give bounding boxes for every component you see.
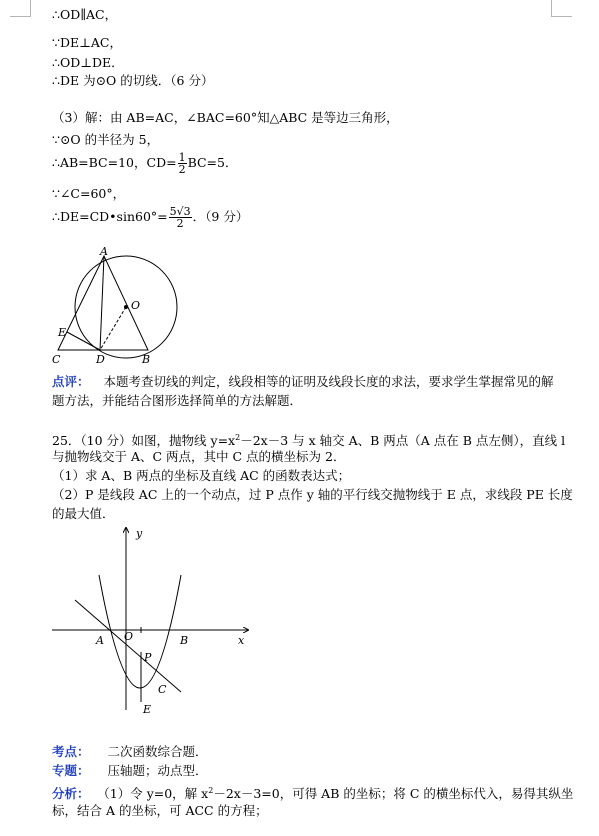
part3-line-3 bbox=[52, 152, 237, 175]
fenxi-label: 分析： bbox=[52, 786, 90, 802]
fig2-label-a: A bbox=[96, 634, 104, 647]
q25-line-2: 与抛物线交于 A、C 两点，其中 C 点的横坐标为 2． bbox=[52, 449, 346, 464]
fig2-label-x: x bbox=[238, 634, 245, 647]
kaodian-line bbox=[52, 744, 208, 760]
fig1-label-o: O bbox=[131, 299, 141, 312]
segment-od bbox=[100, 307, 126, 350]
part3-line-5-b: ．（9 分） bbox=[192, 209, 249, 224]
fraction-half-den: 2 bbox=[178, 163, 186, 176]
part3-line-3-b: BC=5． bbox=[187, 155, 238, 170]
fig2-label-e: E bbox=[143, 703, 152, 716]
fig2-label-y: y bbox=[136, 527, 143, 540]
proof-line-4: ∴DE 为⊙O 的切线．（6 分） bbox=[52, 73, 214, 88]
fenxi-sup: 2 bbox=[208, 786, 214, 795]
kaodian-text: 二次函数综合题． bbox=[107, 744, 208, 759]
fraction-de-den: 2 bbox=[176, 217, 184, 230]
kaodian-label: 考点： bbox=[52, 744, 90, 759]
q25-line-1 bbox=[52, 430, 565, 449]
fig2-label-b: B bbox=[180, 634, 189, 647]
fig1-label-a: A bbox=[100, 245, 108, 258]
proof-line-1: ∴OD∥AC， bbox=[52, 7, 118, 22]
proof-line-2: ∵DE⊥AC， bbox=[52, 35, 122, 50]
corner-mark-left bbox=[10, 0, 31, 17]
q25-line-5: 的最大值． bbox=[52, 506, 115, 521]
zhuanti-label: 专题： bbox=[52, 763, 90, 778]
fenxi-text-1b: －2x－3=0，可得 AB 的坐标；将 C 的横坐标代入，易得其纵坐 bbox=[213, 786, 574, 802]
part3-line-3-a: ∴AB=BC=10，CD= bbox=[52, 155, 177, 170]
segment-ad bbox=[100, 256, 104, 350]
fig2-label-o: O bbox=[124, 630, 134, 643]
zhuanti-line bbox=[52, 763, 208, 779]
zhuanti-text: 压轴题；动点型． bbox=[107, 763, 208, 778]
fig1-label-d: D bbox=[96, 353, 105, 366]
comment-text-1: 本题考查切线的判定，线段相等的证明及线段长度的求法，要求学生掌握常见的解 bbox=[103, 374, 554, 389]
parabola-graph bbox=[40, 520, 260, 720]
part3-line-5-a: ∴DE=CD•sin60°= bbox=[52, 209, 168, 224]
fig1-label-e: E bbox=[58, 326, 67, 339]
fraction-half-num: 1 bbox=[178, 151, 186, 164]
q25-line-1-a: 25．（10 分）如图，抛物线 y=x bbox=[52, 433, 236, 449]
part3-line-2: ∵⊙O 的半径为 5， bbox=[52, 132, 160, 147]
fraction-half bbox=[178, 152, 187, 175]
part3-line-5 bbox=[52, 206, 248, 229]
comment-line-1 bbox=[52, 374, 554, 390]
fraction-de bbox=[169, 206, 192, 229]
comment-label: 点评： bbox=[52, 374, 90, 389]
fenxi-text-1a: （1）令 y=0，解 x bbox=[103, 786, 209, 802]
fraction-de-num: 5√3 bbox=[169, 205, 191, 218]
fig2-label-p: P bbox=[144, 651, 152, 664]
q25-line-1-b: －2x－3 与 x 轴交 A、B 两点（A 点在 B 点左侧），直线 l bbox=[240, 433, 566, 449]
fig1-label-b: B bbox=[142, 353, 151, 366]
q25-line-4: （2）P 是线段 AC 上的一个动点，过 P 点作 y 轴的平行线交抛物线于 E 点，求线段 PE 长度 bbox=[52, 487, 573, 502]
fenxi-line-1 bbox=[52, 783, 573, 802]
q25-line-3: （1）求 A、B 两点的坐标及直线 AC 的函数表达式； bbox=[52, 468, 351, 483]
q25-sup: 2 bbox=[235, 433, 241, 442]
point-o bbox=[124, 305, 128, 309]
part3-line-4: ∵∠C=60°， bbox=[52, 186, 126, 201]
fig2-label-c: C bbox=[158, 683, 167, 696]
geometry-figure-circle bbox=[40, 245, 190, 370]
comment-line-2: 题方法，并能结合图形选择简单的方法解题． bbox=[52, 393, 303, 408]
corner-mark-right bbox=[551, 0, 572, 17]
part3-line-1: （3）解：由 AB=AC，∠BAC=60°知△ABC 是等边三角形， bbox=[52, 110, 399, 125]
fig1-label-c: C bbox=[52, 353, 61, 366]
proof-line-3: ∴OD⊥DE． bbox=[52, 55, 124, 70]
fenxi-line-2: 标，结合 A 的坐标，可 ACC 的方程； bbox=[52, 803, 268, 818]
